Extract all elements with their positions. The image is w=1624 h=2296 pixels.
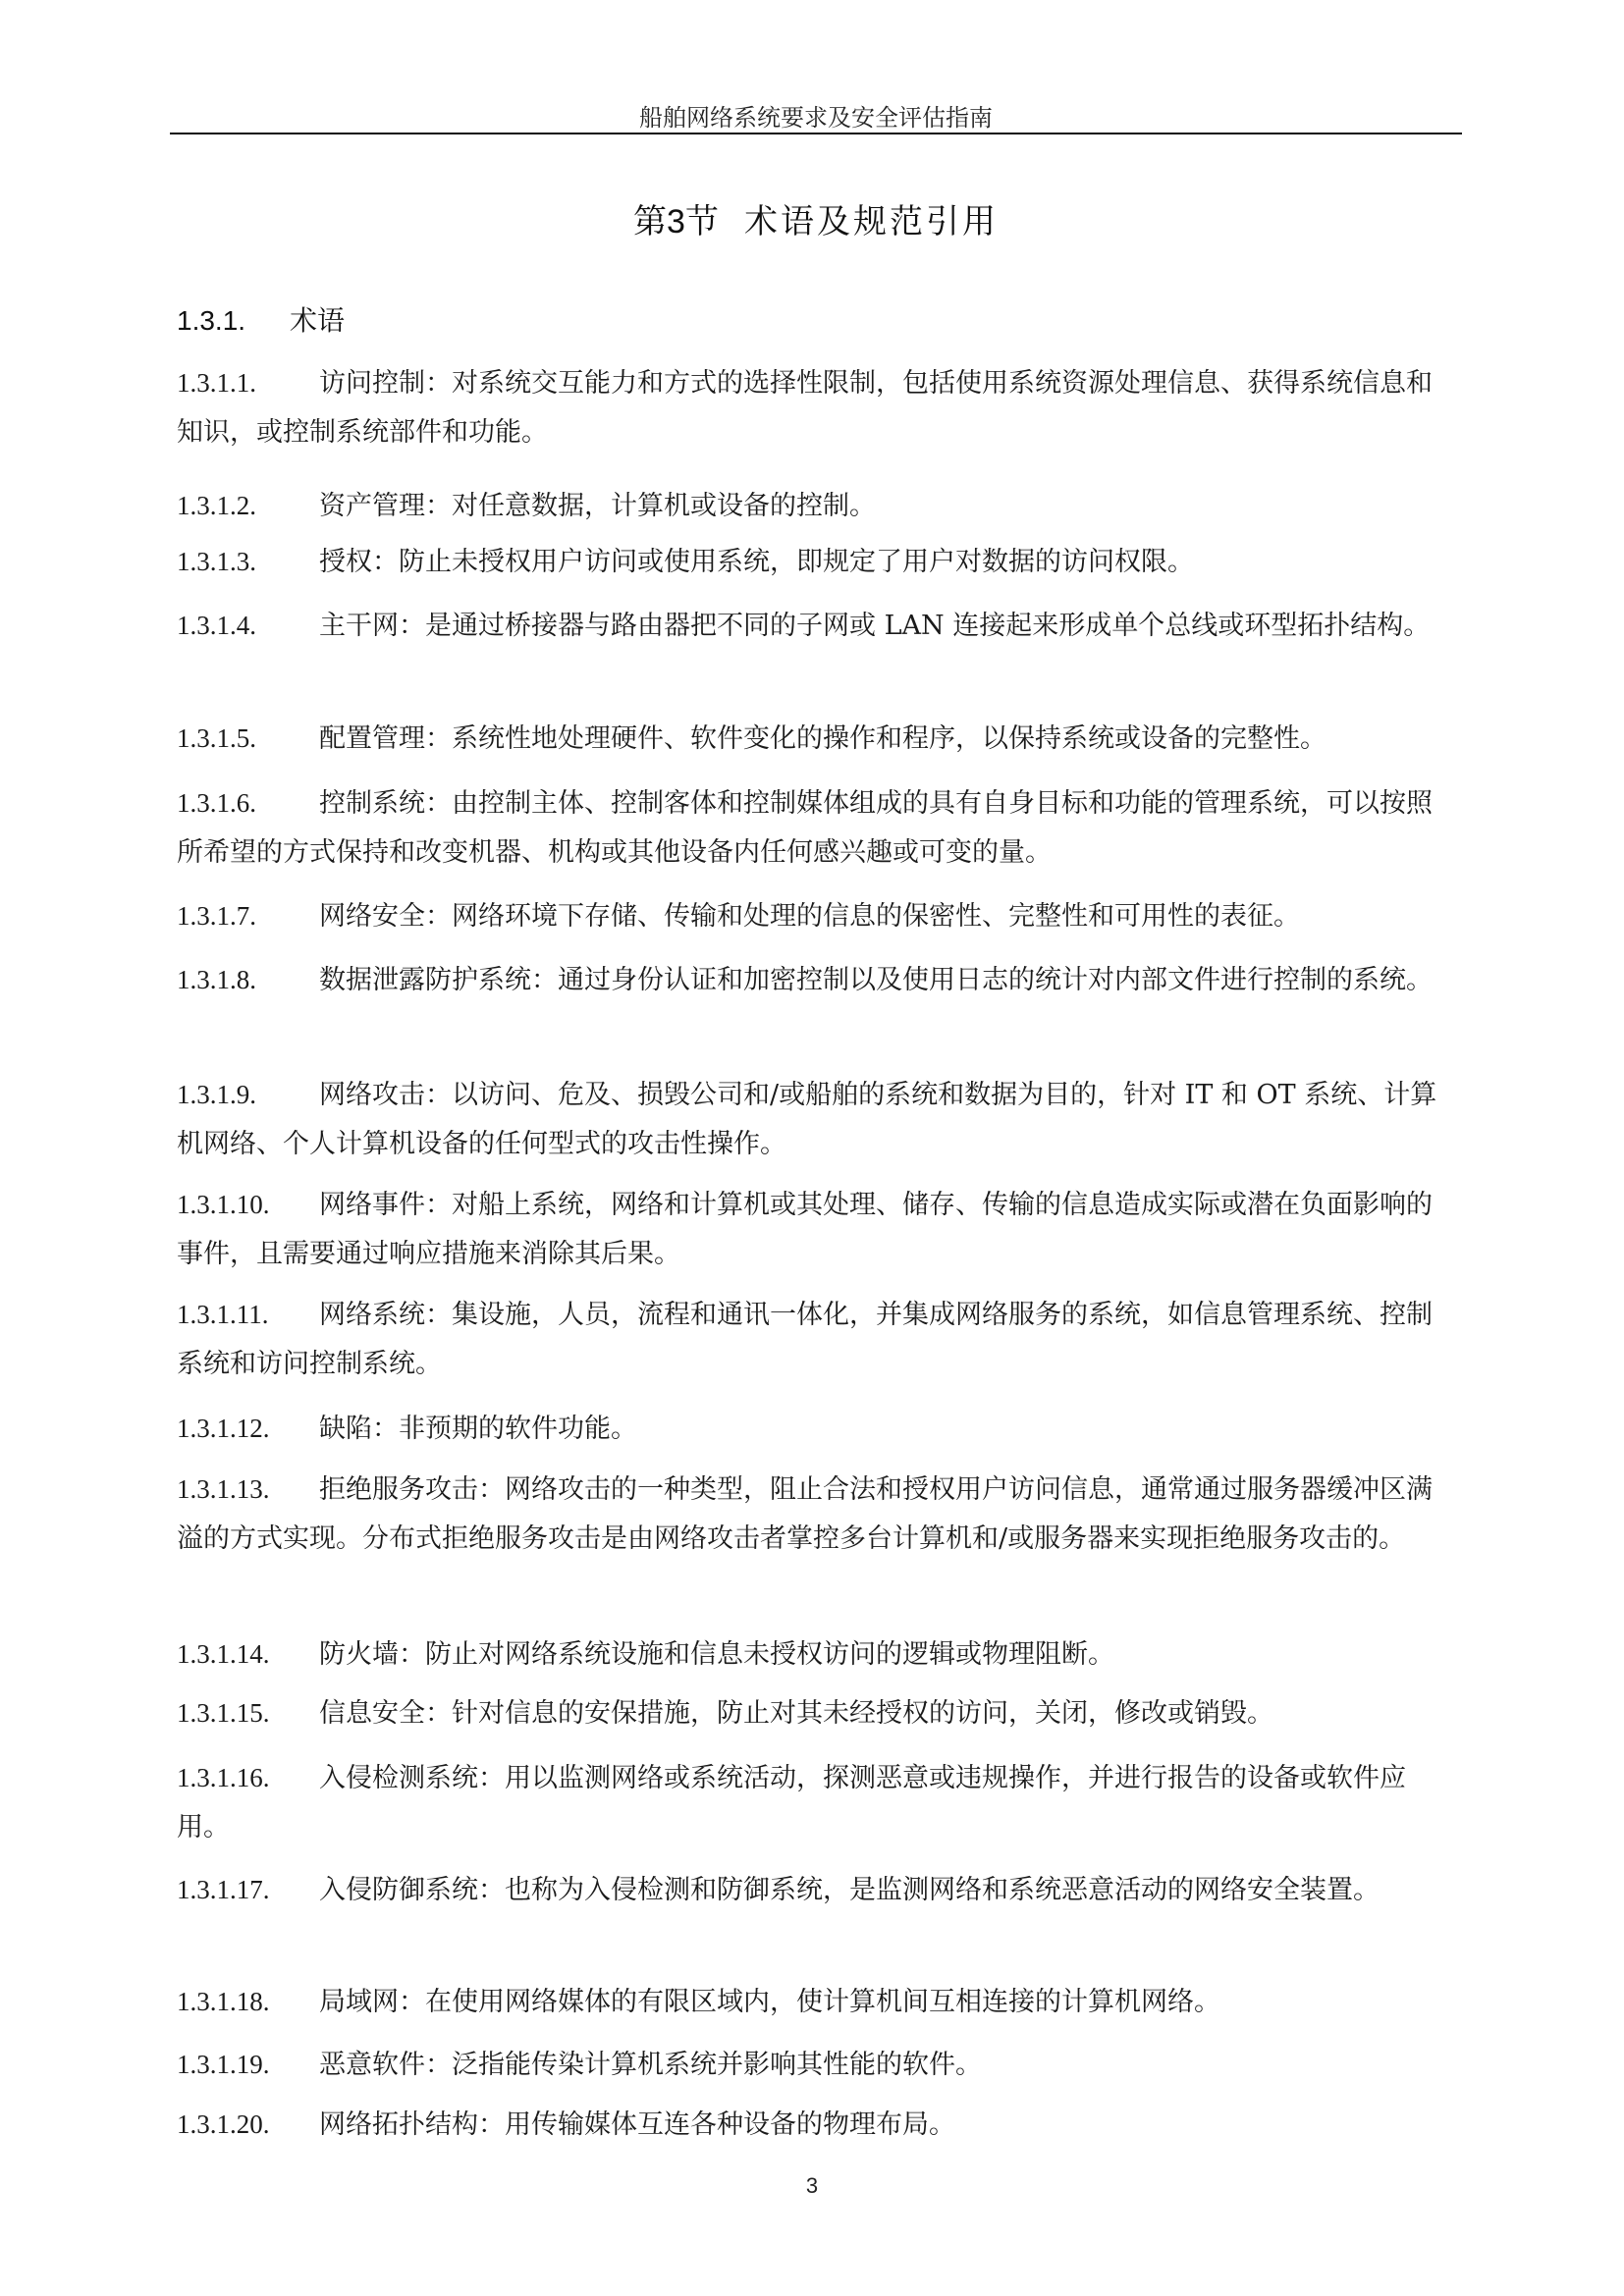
term-number: 1.3.1.4.	[177, 611, 256, 640]
term-text: 防火墙：防止对网络系统设施和信息未授权访问的逻辑或物理阻断。	[319, 1639, 1114, 1670]
term-text: 主干网：是通过桥接器与路由器把不同的子网或 LAN 连接起来形成单个总线或环型拓扑结构。	[319, 611, 1431, 641]
term-number: 1.3.1.3.	[177, 547, 256, 576]
term-text: 资产管理：对任意数据，计算机或设备的控制。	[319, 491, 876, 521]
term-text: 局域网：在使用网络媒体的有限区域内，使计算机间互相连接的计算机网络。	[319, 1987, 1220, 2017]
term-number: 1.3.1.12.	[177, 1414, 270, 1443]
term-entry	[177, 1404, 1453, 1454]
page-number: 3	[805, 2173, 819, 2198]
term-number: 1.3.1.17.	[177, 1875, 270, 1904]
term-text: 网络系统：集设施，人员，流程和通讯一体化，并集成网络服务的系统，如信息管理系统、控制系统和访问控制系统。	[177, 1300, 1433, 1379]
term-entry	[177, 1688, 1453, 1738]
term-number: 1.3.1.20.	[177, 2109, 270, 2139]
term-entry	[177, 358, 1453, 457]
term-number: 1.3.1.14.	[177, 1639, 270, 1669]
term-number: 1.3.1.5.	[177, 723, 256, 753]
term-entry	[177, 601, 1453, 651]
subsection-heading	[177, 299, 345, 339]
term-text: 访问控制：对系统交互能力和方式的选择性限制，包括使用系统资源处理信息、获得系统信息和知识，或控制系统部件和功能。	[177, 368, 1433, 448]
section-title	[170, 194, 1462, 242]
term-text: 授权：防止未授权用户访问或使用系统，即规定了用户对数据的访问权限。	[319, 547, 1194, 577]
term-number: 1.3.1.6.	[177, 788, 256, 818]
term-entry	[177, 1865, 1453, 1915]
term-entry	[177, 1977, 1453, 2027]
term-text: 网络拓扑结构：用传输媒体互连各种设备的物理布局。	[319, 2109, 955, 2140]
term-number: 1.3.1.15.	[177, 1698, 270, 1728]
term-number: 1.3.1.7.	[177, 901, 256, 931]
subsection-number: 1.3.1.	[177, 305, 246, 336]
section-number: 第3节	[633, 203, 719, 240]
term-text: 数据泄露防护系统：通过身份认证和加密控制以及使用日志的统计对内部文件进行控制的系统。	[319, 965, 1433, 995]
section-title-text: 术语及规范引用	[743, 202, 999, 241]
term-entry	[177, 1753, 1453, 1852]
term-entry	[177, 891, 1453, 941]
term-number: 1.3.1.2.	[177, 491, 256, 520]
term-number: 1.3.1.16.	[177, 1763, 270, 1792]
subsection-title: 术语	[290, 305, 346, 336]
term-entry	[177, 2100, 1453, 2150]
term-text: 缺陷：非预期的软件功能。	[319, 1414, 637, 1444]
term-number: 1.3.1.11.	[177, 1300, 269, 1329]
term-text: 入侵检测系统：用以监测网络或系统活动，探测恶意或违规操作，并进行报告的设备或软件应用。	[177, 1763, 1406, 1842]
term-number: 1.3.1.9.	[177, 1080, 256, 1109]
term-number: 1.3.1.18.	[177, 1987, 270, 2016]
term-entry	[177, 1290, 1453, 1389]
term-entry	[177, 537, 1453, 587]
term-entry	[177, 1465, 1453, 1564]
term-text: 入侵防御系统：也称为入侵检测和防御系统，是监测网络和系统恶意活动的网络安全装置。	[319, 1875, 1380, 1905]
term-number: 1.3.1.10.	[177, 1190, 270, 1219]
term-entry	[177, 2040, 1453, 2090]
term-number: 1.3.1.19.	[177, 2050, 270, 2079]
term-text: 信息安全：针对信息的安保措施，防止对其未经授权的访问，关闭，修改或销毁。	[319, 1698, 1273, 1729]
term-text: 配置管理：系统性地处理硬件、软件变化的操作和程序，以保持系统或设备的完整性。	[319, 723, 1326, 754]
term-entry	[177, 1180, 1453, 1279]
term-text: 网络安全：网络环境下存储、传输和处理的信息的保密性、完整性和可用性的表征。	[319, 901, 1300, 932]
term-text: 控制系统：由控制主体、控制客体和控制媒体组成的具有自身目标和功能的管理系统，可以按照所希望的方式保持和改变机器、机构或其他设备内任何感兴趣或可变的量。	[177, 788, 1433, 868]
term-text: 拒绝服务攻击：网络攻击的一种类型，阻止合法和授权用户访问信息，通常通过服务器缓冲区满溢的方式实现。分布式拒绝服务攻击是由网络攻击者掌控多台计算机和/或服务器来实现拒绝服务攻击的。	[177, 1474, 1433, 1554]
term-text: 恶意软件：泛指能传染计算机系统并影响其性能的软件。	[319, 2050, 982, 2080]
term-entry	[177, 481, 1453, 531]
term-entry	[177, 778, 1453, 878]
term-text: 网络事件：对船上系统，网络和计算机或其处理、储存、传输的信息造成实际或潜在负面影响的事件，且需要通过响应措施来消除其后果。	[177, 1190, 1433, 1269]
term-text: 网络攻击：以访问、危及、损毁公司和/或船舶的系统和数据为目的，针对 IT 和 OT 系统、计算机网络、个人计算机设备的任何型式的攻击性操作。	[177, 1080, 1437, 1159]
term-entry	[177, 1629, 1453, 1680]
term-number: 1.3.1.13.	[177, 1474, 270, 1504]
term-entry	[177, 1070, 1453, 1169]
term-number: 1.3.1.8.	[177, 965, 256, 994]
header-rule	[170, 133, 1462, 134]
term-entry	[177, 955, 1453, 1005]
term-entry	[177, 714, 1453, 764]
term-number: 1.3.1.1.	[177, 368, 256, 398]
running-header: 船舶网络系统要求及安全评估指南	[639, 104, 993, 132]
